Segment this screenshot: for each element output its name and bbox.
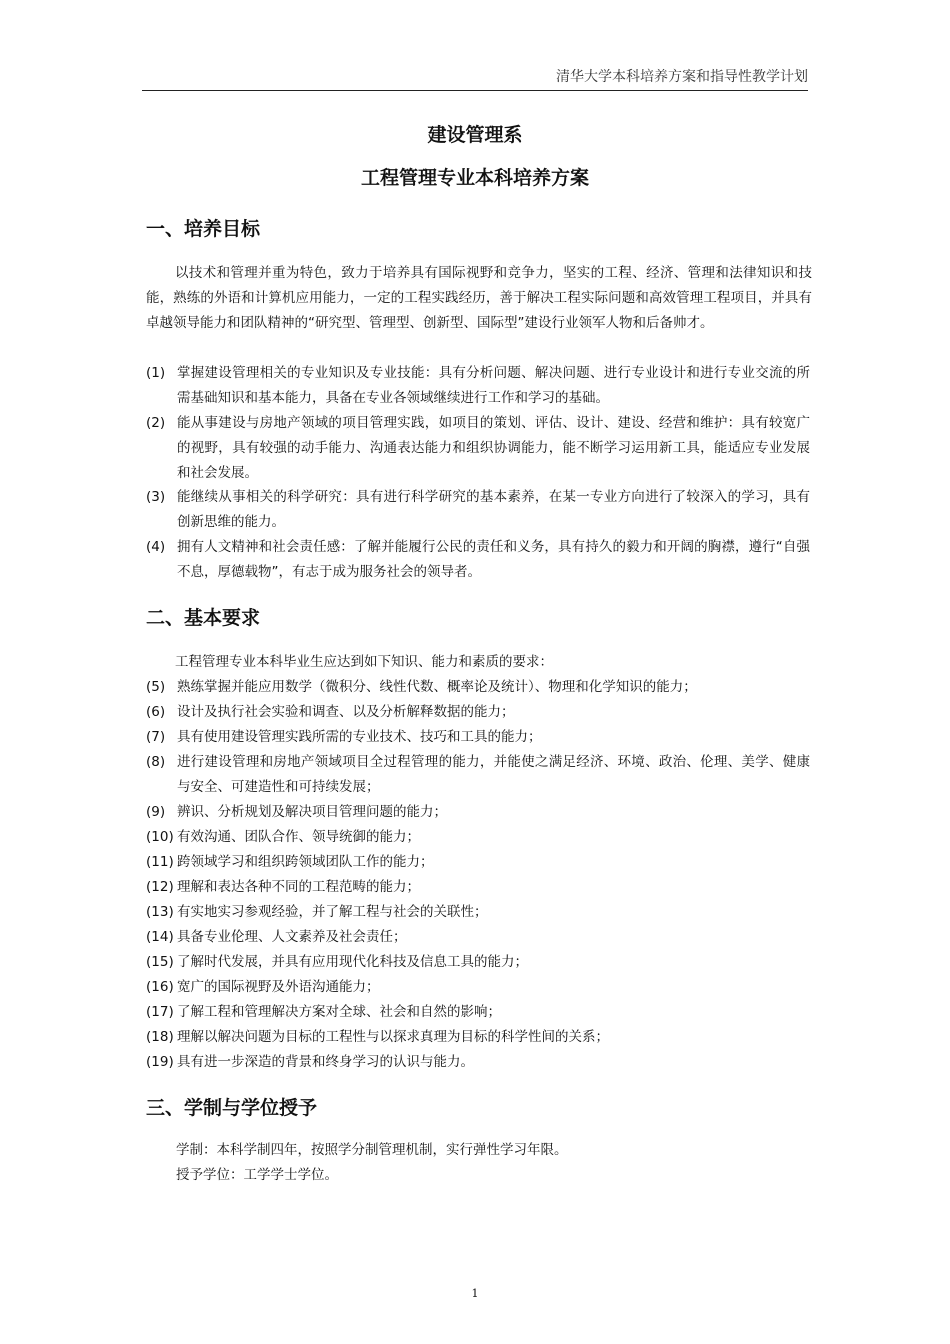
list-item xyxy=(146,485,810,535)
item-text: 了解时代发展，并具有应用现代化科技及信息工具的能力； xyxy=(177,954,528,970)
page-header xyxy=(142,66,808,91)
item-text: 具有使用建设管理实践所需的专业技术、技巧和工具的能力； xyxy=(177,729,542,745)
item-number: (17) xyxy=(146,1004,174,1020)
list-item xyxy=(146,875,810,900)
item-number: (4) xyxy=(146,539,166,555)
item-number: (11) xyxy=(146,854,174,870)
list-item xyxy=(146,411,810,486)
item-number: (9) xyxy=(146,804,166,820)
list-item xyxy=(146,925,810,950)
section-heading-duration-degree: 三、学制与学位授予 xyxy=(146,1097,318,1119)
item-number: (18) xyxy=(146,1029,174,1045)
item-text: 拥有人文精神和社会责任感：了解并能履行公民的责任和义务，具有持久的毅力和开阔的胸襟，遵行“自强不息，厚德载物”，有志于成为服务社会的领导者。 xyxy=(177,539,810,580)
item-number: (15) xyxy=(146,954,174,970)
list-item xyxy=(146,1000,810,1025)
item-text: 具有进一步深造的背景和终身学习的认识与能力。 xyxy=(177,1054,474,1070)
list-item xyxy=(146,1050,810,1075)
item-number: (3) xyxy=(146,489,166,505)
item-number: (19) xyxy=(146,1054,174,1070)
item-number: (5) xyxy=(146,679,166,695)
item-text: 有效沟通、团队合作、领导统御的能力； xyxy=(177,829,420,845)
list-item xyxy=(146,361,810,411)
item-number: (13) xyxy=(146,904,174,920)
item-number: (6) xyxy=(146,704,166,720)
list-item xyxy=(146,700,810,725)
item-text: 理解以解决问题为目标的工程性与以探求真理为目标的科学性间的关系； xyxy=(177,1029,609,1045)
item-text: 具备专业伦理、人文素养及社会责任； xyxy=(177,929,407,945)
item-number: (10) xyxy=(146,829,174,845)
item-number: (14) xyxy=(146,929,174,945)
list-item xyxy=(146,535,810,585)
list-item xyxy=(146,850,810,875)
item-number: (16) xyxy=(146,979,174,995)
list-item xyxy=(146,800,810,825)
item-number: (12) xyxy=(146,879,174,895)
list-item xyxy=(146,750,810,800)
section-heading-requirements: 二、基本要求 xyxy=(146,607,261,629)
duration-line: 学制：本科学制四年，按照学分制管理机制，实行弹性学习年限。 xyxy=(176,1142,568,1158)
item-text: 设计及执行社会实验和调查、以及分析解释数据的能力； xyxy=(177,704,515,720)
item-number: (7) xyxy=(146,729,166,745)
list-item xyxy=(146,725,810,750)
list-item xyxy=(146,825,810,850)
item-number: (1) xyxy=(146,365,166,381)
program-title: 工程管理专业本科培养方案 xyxy=(360,167,589,189)
department-title: 建设管理系 xyxy=(427,124,523,146)
item-text: 跨领域学习和组织跨领域团队工作的能力； xyxy=(177,854,434,870)
objectives-intro: 以技术和管理并重为特色，致力于培养具有国际视野和竞争力，坚实的工程、经济、管理和法律知识和技能，熟练的外语和计算机应用能力，一定的工程实践经历，善于解决工程实际问题和高效管理工程项目，并具有卓越领导能力和团队精神的“研究型、管理型、创新型、国际型”建设行业领军人物和后备帅才。 xyxy=(146,265,812,331)
item-text: 掌握建设管理相关的专业知识及专业技能：具有分析问题、解决问题、进行专业设计和进行专业交流的所需基础知识和基本能力，具备在专业各领域继续进行工作和学习的基础。 xyxy=(177,365,810,406)
list-item xyxy=(146,975,810,1000)
requirements-intro: 工程管理专业本科毕业生应达到如下知识、能力和素质的要求： xyxy=(175,654,553,670)
list-item xyxy=(146,1025,810,1050)
list-item xyxy=(146,900,810,925)
item-text: 理解和表达各种不同的工程范畴的能力； xyxy=(177,879,420,895)
item-text: 了解工程和管理解决方案对全球、社会和自然的影响； xyxy=(177,1004,501,1020)
item-text: 熟练掌握并能应用数学（微积分、线性代数、概率论及统计）、物理和化学知识的能力； xyxy=(177,679,697,695)
section-heading-objectives: 一、培养目标 xyxy=(146,218,261,240)
item-text: 宽广的国际视野及外语沟通能力； xyxy=(177,979,380,995)
item-text: 辨识、分析规划及解决项目管理问题的能力； xyxy=(177,804,447,820)
item-text: 能继续从事相关的科学研究：具有进行科学研究的基本素养，在某一专业方向进行了较深入的学习，具有创新思维的能力。 xyxy=(177,489,810,530)
running-title: 清华大学本科培养方案和指导性教学计划 xyxy=(556,69,808,85)
list-item xyxy=(146,675,810,700)
item-number: (2) xyxy=(146,415,166,431)
item-text: 能从事建设与房地产领域的项目管理实践，如项目的策划、评估、设计、建设、经营和维护：具有较宽广的视野，具有较强的动手能力、沟通表达能力和组织协调能力，能不断学习运用新工具，能适应专业发展和社会发展。 xyxy=(177,415,810,481)
page-number: 1 xyxy=(471,1287,479,1300)
list-item xyxy=(146,950,810,975)
item-number: (8) xyxy=(146,754,166,770)
item-text: 进行建设管理和房地产领域项目全过程管理的能力，并能使之满足经济、环境、政治、伦理、美学、健康与安全、可建造性和可持续发展； xyxy=(177,754,810,795)
item-text: 有实地实习参观经验，并了解工程与社会的关联性； xyxy=(177,904,488,920)
degree-line: 授予学位：工学学士学位。 xyxy=(176,1167,338,1183)
